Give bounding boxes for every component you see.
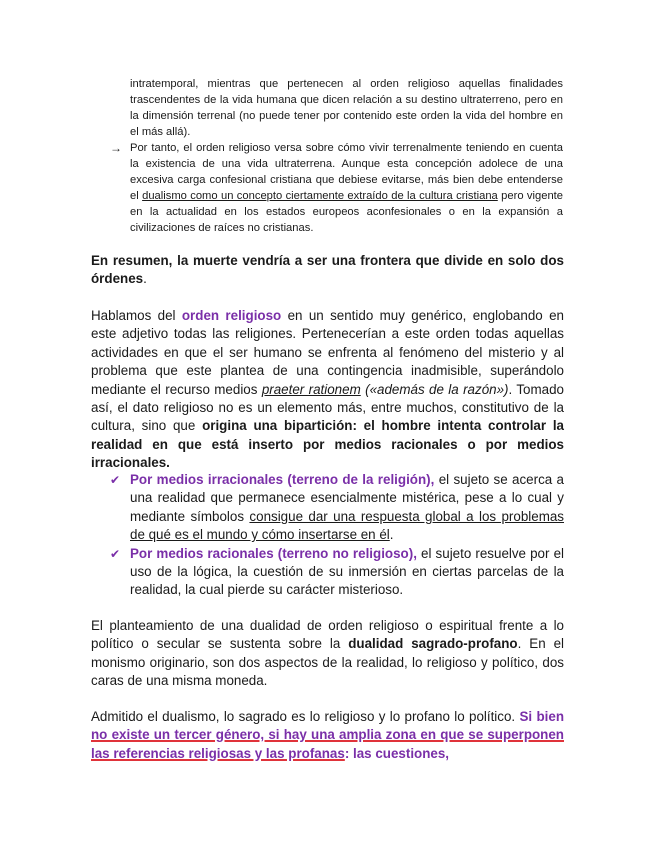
admitido-highlight-end: : las cuestiones, — [344, 745, 450, 761]
bullet-list — [110, 471, 564, 600]
resumen-period: . — [143, 271, 147, 287]
bullet-highlight: Por medios racionales (terreno no religioso), — [130, 545, 417, 561]
bullet-text-end: . — [389, 527, 394, 543]
bullet-highlight: Por medios irracionales (terreno de la religión), — [130, 472, 435, 487]
hablamos-t1: Hablamos del — [91, 308, 182, 323]
planteamiento-bold: dualidad sagrado-profano — [348, 636, 518, 652]
paragraph-admitido — [91, 708, 564, 763]
bullet-text: el sujeto resuelve por el uso de la lógica, la cuestión de su inmersión en ciertas parcelas de la realidad, la cual pierde su carácter misterioso. — [130, 545, 564, 598]
hablamos-bold: origina una bipartición: el hombre intenta controlar la realidad en que está inserto por medios racionales o por medios irracionales. — [91, 418, 564, 471]
arrow-item-after: pero vigente en la actualidad en los estados europeos aconfesionales o en la expansión a civilizaciones de raíces no cristianas. — [130, 190, 563, 234]
highlight-orden-religioso: orden religioso — [181, 308, 282, 323]
planteamiento-t2: . En el monismo originario, son dos aspectos de la realidad, lo religioso y político, dos caras de una misma moneda. — [91, 636, 564, 689]
admitido-highlight-start: Si bien — [519, 709, 564, 724]
admitido-highlight-underlined: no existe un tercer género, si hay una amplia zona en que se superponen las referencias religiosas y las profanas — [91, 727, 564, 761]
arrow-item-underlined: dualismo como un concepto ciertamente extraído de la cultura cristiana — [142, 190, 498, 202]
arrow-item-text — [130, 140, 563, 236]
arrow-right-icon: → — [110, 141, 122, 155]
admitido-t1: Admitido el dualismo, lo sagrado es lo religioso y lo profano lo político. — [91, 709, 520, 724]
bullet-item — [110, 545, 564, 600]
sublist-arrow-item — [110, 140, 563, 236]
latin-term: praeter rationem — [261, 381, 361, 397]
paragraph-hablamos — [91, 307, 564, 473]
bullet-text: el sujeto se acerca a una realidad que permanece esencialmente mistérica, pese a lo cual y mediante símbolos — [130, 472, 564, 524]
bullet-item — [110, 471, 564, 545]
latin-gloss: («además de la razón») — [360, 381, 509, 397]
hablamos-t2: en un sentido muy genérico, englobando en este adjetivo todas las religiones. Pertenecerían a este orden todas aquellas actividades en que el ser humano se enfrenta al fenómeno del misterio y al problema que este plantea de una contingencia inadmisible, superándolo mediante el recurso medios — [91, 308, 564, 397]
planteamiento-t1: El planteamiento de una dualidad de orden religioso o espiritual frente a lo político o secular se sustenta sobre la — [91, 618, 564, 652]
paragraph-planteamiento — [91, 617, 564, 691]
checkmark-icon: ✔ — [110, 473, 121, 487]
bullet-underlined: consigue dar una respuesta global a los problemas de qué es el mundo y cómo insertarse en él — [130, 508, 564, 543]
checkmark-icon: ✔ — [110, 546, 121, 561]
paragraph-resumen — [91, 252, 564, 289]
sublist-continuation: intratemporal, mientras que pertenecen al orden religioso aquellas finalidades trascendentes de la vida humana que dicen relación a su destino ultraterreno, pero en la dimensión terrenal (no puede tener por contenido este orden la vida del hombre en el más allá). — [130, 78, 563, 138]
arrow-item-before: Por tanto, el orden religioso versa sobre cómo vivir terrenalmente teniendo en cuenta la existencia de una vida ultraterrena. Aunque esta concepción adolece de una excesiva carga confesional cristiana que debiese evitarse, más bien debe entenderse el — [130, 142, 563, 202]
hablamos-t3: . Tomado así, el dato religioso no es un elemento más, entre muchos, constitutivo de la cultura, sino que — [91, 381, 564, 434]
resumen-text: En resumen, la muerte vendría a ser una frontera que divide en solo dos órdenes — [91, 253, 564, 287]
